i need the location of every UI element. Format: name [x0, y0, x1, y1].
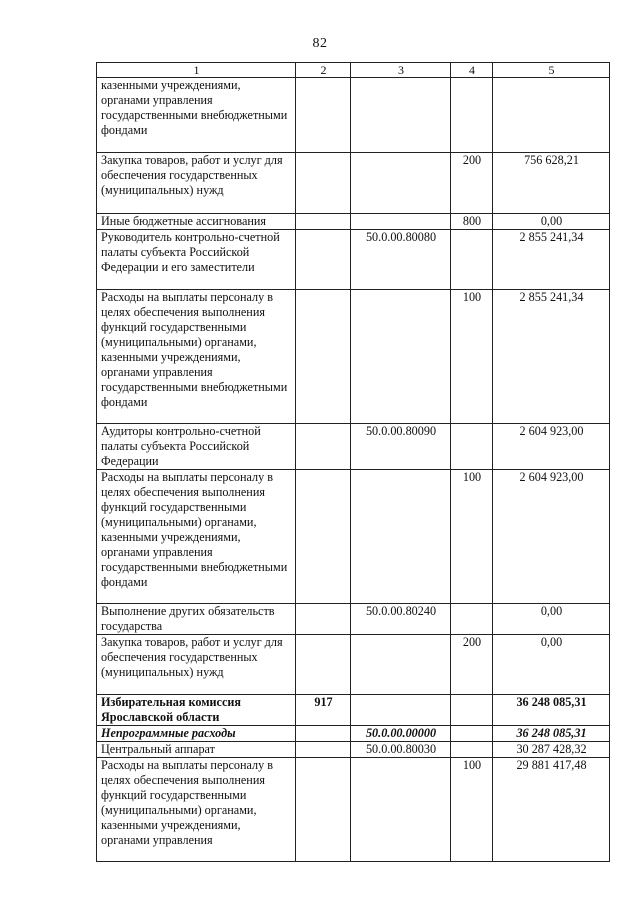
row-amount: 2 604 923,00 [493, 424, 610, 470]
row-type: 100 [451, 758, 493, 862]
row-dept: 917 [296, 695, 351, 726]
row-code: 50.0.00.80030 [351, 742, 451, 758]
column-header-code: 3 [351, 63, 451, 78]
row-name: Выполнение других обязательств государства [97, 604, 296, 635]
row-type: 100 [451, 470, 493, 604]
budget-table [96, 62, 610, 862]
row-dept [296, 726, 351, 742]
row-amount: 0,00 [493, 635, 610, 695]
row-type: 100 [451, 290, 493, 424]
row-dept [296, 214, 351, 230]
row-code: 50.0.00.80240 [351, 604, 451, 635]
row-dept [296, 635, 351, 695]
row-dept [296, 742, 351, 758]
row-name: Закупка товаров, работ и услуг для обеспечения государственных (муниципальных) нужд [97, 635, 296, 695]
row-code: 50.0.00.00000 [351, 726, 451, 742]
row-type: 200 [451, 635, 493, 695]
row-amount: 0,00 [493, 604, 610, 635]
table-row [97, 604, 610, 635]
row-name: Центральный аппарат [97, 742, 296, 758]
row-name: Расходы на выплаты персоналу в целях обеспечения выполнения функций государственными (муниципальными) органами, казенными учреждениями, органами управления [97, 758, 296, 862]
row-dept [296, 290, 351, 424]
table-row [97, 153, 610, 214]
row-dept [296, 758, 351, 862]
row-name: Закупка товаров, работ и услуг для обеспечения государственных (муниципальных) нужд [97, 153, 296, 214]
row-code [351, 214, 451, 230]
row-type: 200 [451, 153, 493, 214]
row-code: 50.0.00.80090 [351, 424, 451, 470]
row-amount: 29 881 417,48 [493, 758, 610, 862]
row-amount: 2 855 241,34 [493, 230, 610, 290]
table-row [97, 635, 610, 695]
row-name: казенными учреждениями, органами управления государственными внебюджетными фондами [97, 78, 296, 153]
row-code [351, 290, 451, 424]
row-type [451, 230, 493, 290]
row-type [451, 695, 493, 726]
row-amount: 2 855 241,34 [493, 290, 610, 424]
table-row [97, 726, 610, 742]
row-dept [296, 153, 351, 214]
table-row [97, 290, 610, 424]
row-type: 800 [451, 214, 493, 230]
table-row [97, 230, 610, 290]
row-code [351, 470, 451, 604]
column-header-dept: 2 [296, 63, 351, 78]
table-header-row [97, 63, 610, 78]
row-code [351, 78, 451, 153]
row-amount: 30 287 428,32 [493, 742, 610, 758]
row-name: Иные бюджетные ассигнования [97, 214, 296, 230]
row-name: Расходы на выплаты персоналу в целях обеспечения выполнения функций государственными (муниципальными) органами, казенными учреждениями, органами управления государственными внебюджетными фондами [97, 290, 296, 424]
row-code [351, 153, 451, 214]
row-dept [296, 230, 351, 290]
table-row [97, 424, 610, 470]
row-type [451, 78, 493, 153]
row-dept [296, 78, 351, 153]
row-name: Руководитель контрольно-счетной палаты субъекта Российской Федерации и его заместители [97, 230, 296, 290]
row-name: Избирательная комиссия Ярославской области [97, 695, 296, 726]
row-amount: 0,00 [493, 214, 610, 230]
column-header-amount: 5 [493, 63, 610, 78]
table-row [97, 695, 610, 726]
table-row [97, 758, 610, 862]
row-code [351, 758, 451, 862]
row-name: Непрограммные расходы [97, 726, 296, 742]
row-amount [493, 78, 610, 153]
column-header-type: 4 [451, 63, 493, 78]
table-row [97, 78, 610, 153]
table-row [97, 470, 610, 604]
table-row [97, 742, 610, 758]
row-code: 50.0.00.80080 [351, 230, 451, 290]
row-dept [296, 470, 351, 604]
page-number: 82 [312, 36, 328, 51]
row-amount: 36 248 085,31 [493, 695, 610, 726]
row-amount: 36 248 085,31 [493, 726, 610, 742]
row-code [351, 695, 451, 726]
row-type [451, 604, 493, 635]
column-header-name: 1 [97, 63, 296, 78]
row-name: Аудиторы контрольно-счетной палаты субъекта Российской Федерации [97, 424, 296, 470]
row-code [351, 635, 451, 695]
row-type [451, 424, 493, 470]
table-row [97, 214, 610, 230]
row-dept [296, 604, 351, 635]
row-amount: 756 628,21 [493, 153, 610, 214]
row-amount: 2 604 923,00 [493, 470, 610, 604]
row-name: Расходы на выплаты персоналу в целях обеспечения выполнения функций государственными (муниципальными) органами, казенными учреждениями, органами управления государственными внебюджетными фондами [97, 470, 296, 604]
row-type [451, 742, 493, 758]
row-dept [296, 424, 351, 470]
row-type [451, 726, 493, 742]
